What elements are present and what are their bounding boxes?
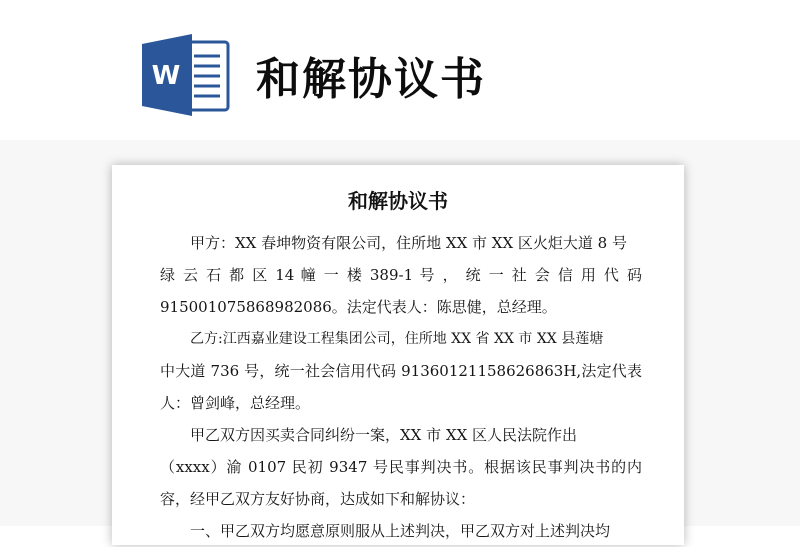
document-page [112, 165, 684, 545]
document-line: 甲方：XX 春坤物资有限公司，住所地 XX 市 XX 区火炬大道 8 号 [190, 234, 627, 252]
document-line: 甲乙双方因买卖合同纠纷一案，XX 市 XX 区人民法院作出 [190, 426, 578, 444]
document-line: 一、甲乙双方均愿意原则服从上述判决，甲乙双方对上述判决均 [190, 522, 611, 540]
document-line: 人：曾剑峰，总经理。 [160, 394, 311, 412]
page-title: 和解协议书 [256, 54, 486, 105]
word-app-icon [142, 34, 232, 116]
header [0, 0, 800, 140]
document-line: （xxxx）渝 0107 民初 9347 号民事判决书。根据该民事判决书的内 [160, 458, 642, 476]
word-icon-letter: W [151, 61, 181, 91]
document-line: 915001075868982086。法定代表人：陈思健，总经理。 [160, 298, 557, 316]
document-line: 中大道 736 号，统一社会信用代码 91360121158626863H,法定代表 [160, 362, 642, 380]
document-line: 绿 云 石 都 区 14 幢 一 楼 389-1 号 ， 统 一 社 会 信 用 代 码 [160, 266, 642, 284]
document-line: 乙方:江西嘉业建设工程集团公司，住所地 XX 省 XX 市 XX 县莲塘 [190, 331, 604, 347]
document-line: 容，经甲乙双方友好协商，达成如下和解协议： [160, 490, 476, 508]
document-title: 和解协议书 [348, 189, 448, 213]
